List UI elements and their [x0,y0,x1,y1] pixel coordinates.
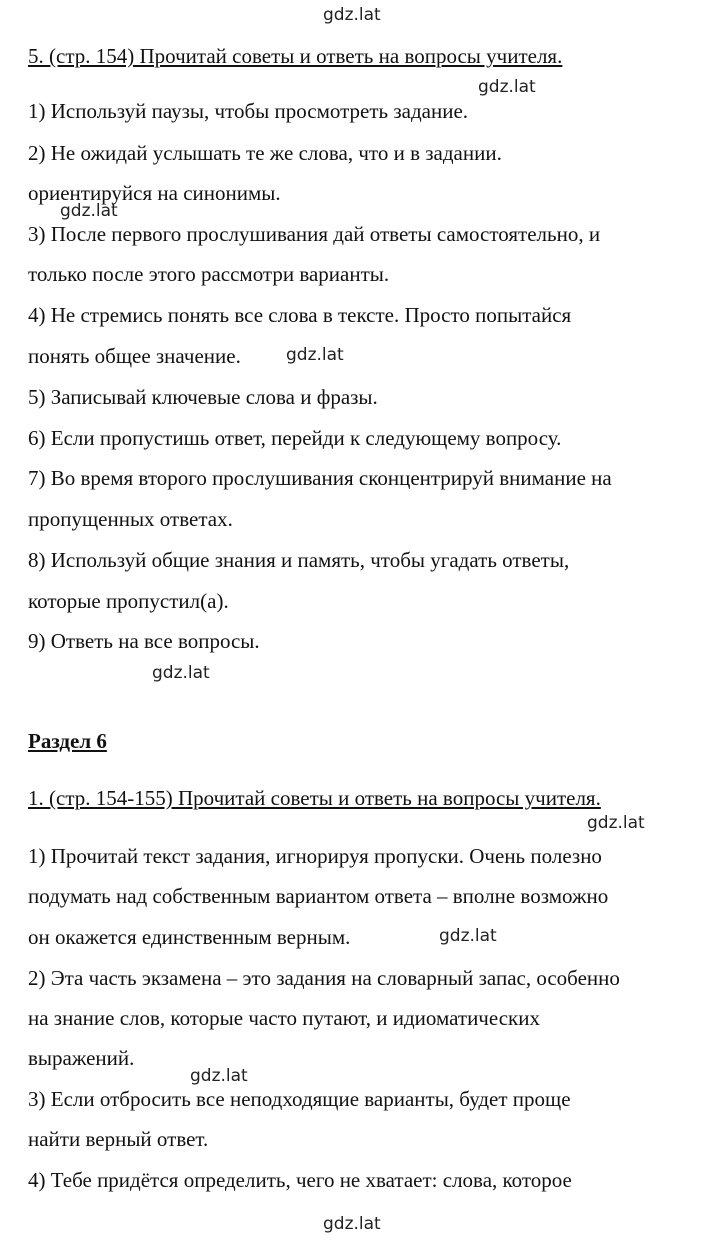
tip-line: 2) Эта часть экзамена – это задания на словарный запас, особенно [28,966,620,990]
tip-line: 7) Во время второго прослушивания сконцентрируй внимание на [28,466,612,490]
tip-line: выражений. [28,1046,135,1070]
tip-line: найти верный ответ. [28,1127,209,1151]
watermark: gdz.lat [323,1214,381,1234]
section-title: Раздел 6 [28,729,107,753]
section-heading: 5. (стр. 154) Прочитай советы и ответь на вопросы учителя. [28,44,563,68]
tip-line: 4) Не стремись понять все слова в тексте. Просто попытайся [28,303,572,327]
tip-line: подумать над собственным вариантом ответа – вполне возможно [28,884,609,908]
watermark: gdz.lat [587,813,645,833]
watermark: gdz.lat [478,77,536,97]
tip-line: 5) Записывай ключевые слова и фразы. [28,385,378,409]
tip-line: на знание слов, которые часто путают, и идиоматических [28,1006,540,1030]
tip-line: 6) Если пропустишь ответ, перейди к следующему вопросу. [28,426,562,450]
tip-line: он окажется единственным верным. [28,925,351,949]
watermark: gdz.lat [190,1066,248,1086]
tip-line: 1) Используй паузы, чтобы просмотреть задание. [28,99,469,123]
tip-line: только после этого рассмотри варианты. [28,262,390,286]
watermark: gdz.lat [60,201,118,221]
watermark: gdz.lat [439,926,497,946]
watermark: gdz.lat [323,5,381,25]
tip-line: понять общее значение. [28,344,241,368]
tip-line: 1) Прочитай текст задания, игнорируя пропуски. Очень полезно [28,844,602,868]
tip-line: 9) Ответь на все вопросы. [28,629,260,653]
tip-line: 3) После первого прослушивания дай ответы самостоятельно, и [28,222,601,246]
tip-line: 2) Не ожидай услышать те же слова, что и в задании. [28,141,502,165]
tip-line: 3) Если отбросить все неподходящие варианты, будет проще [28,1087,571,1111]
tip-line: ориентируйся на синонимы. [28,181,281,205]
section-heading: 1. (стр. 154-155) Прочитай советы и ответь на вопросы учителя. [28,786,601,810]
tip-line: которые пропустил(а). [28,589,229,613]
tip-line: пропущенных ответах. [28,507,233,531]
tip-line: 4) Тебе придётся определить, чего не хватает: слова, которое [28,1168,572,1192]
tip-line: 8) Используй общие знания и память, чтобы угадать ответы, [28,548,570,572]
watermark: gdz.lat [152,663,210,683]
watermark: gdz.lat [286,345,344,365]
